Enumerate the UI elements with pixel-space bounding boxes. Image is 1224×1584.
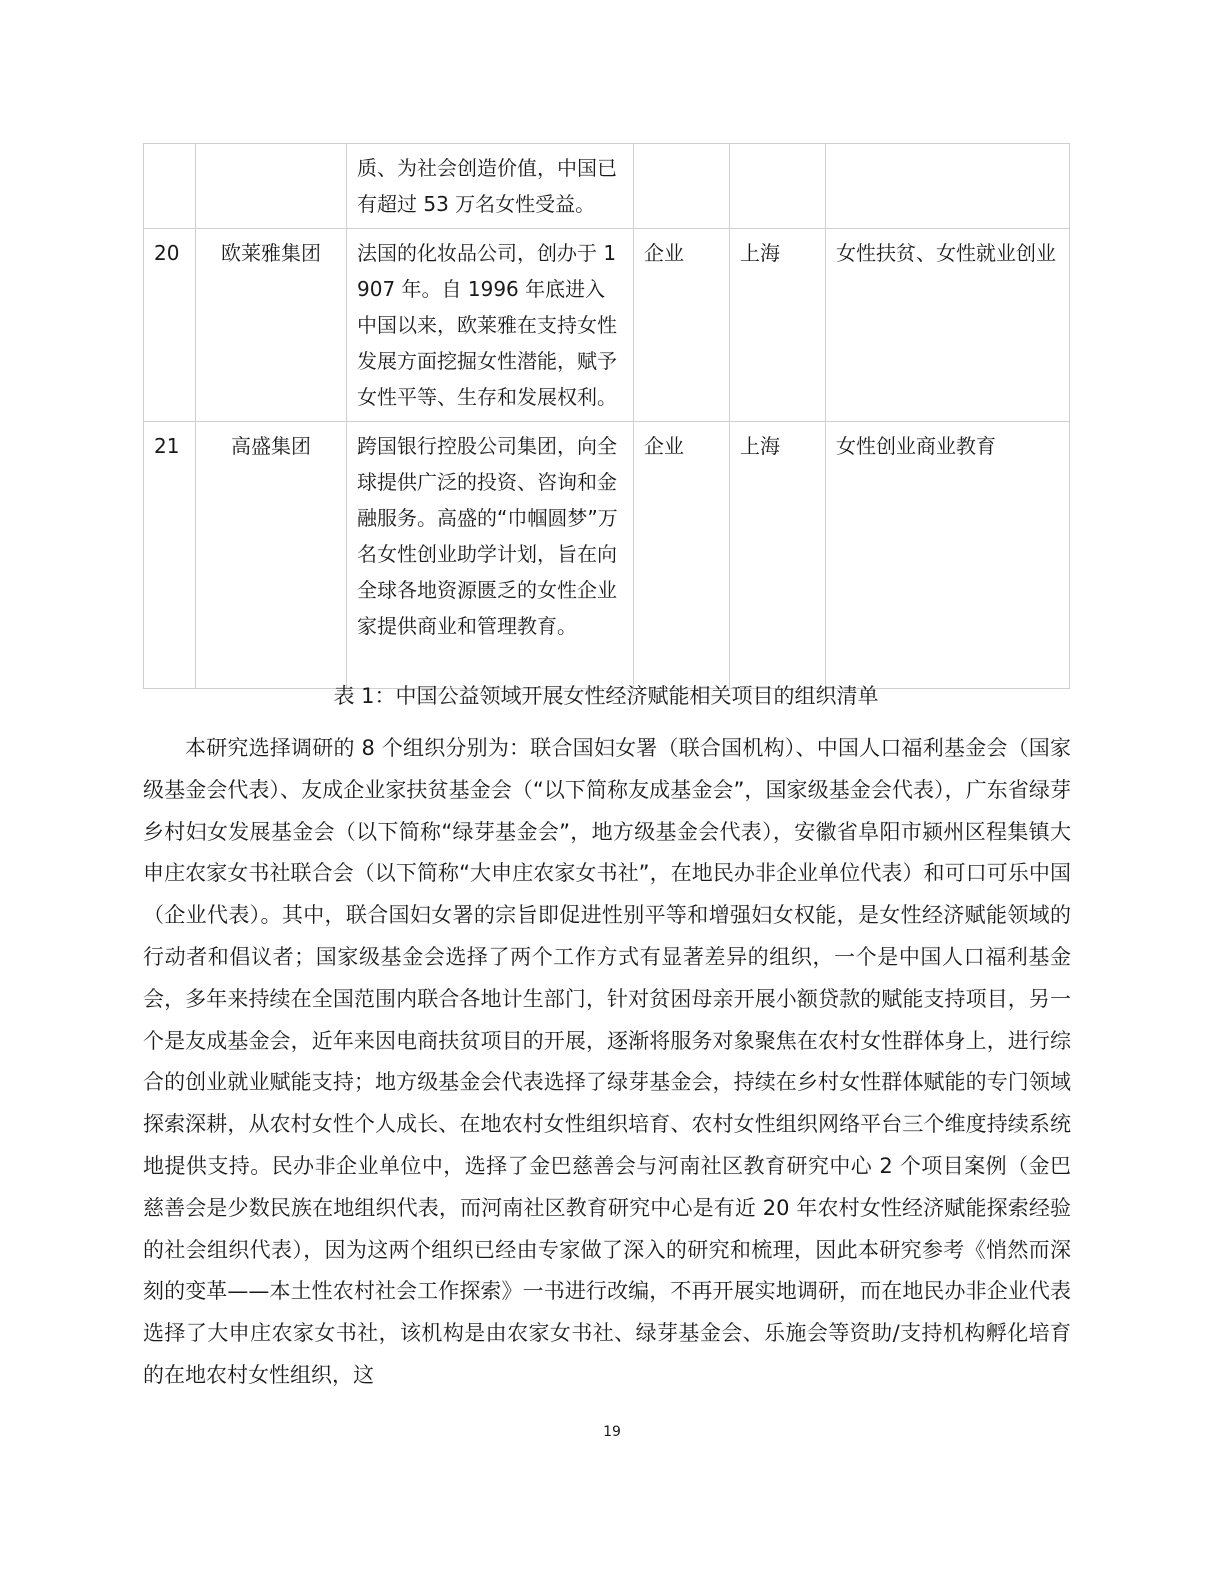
org-field-cell: 女性扶贫、女性就业创业: [826, 229, 1070, 422]
organization-table: [143, 143, 1070, 689]
page-number: 19: [603, 1424, 621, 1440]
org-location-cell: 上海: [730, 229, 826, 422]
table-row: [144, 422, 1070, 689]
row-number-cell: [144, 144, 196, 229]
org-name-cell: 高盛集团: [196, 422, 347, 689]
org-description-cell: 跨国银行控股公司集团，向全球提供广泛的投资、咨询和金融服务。高盛的“巾帼圆梦”万名女性创业助学计划，旨在向全球各地资源匮乏的女性企业家提供商业和管理教育。: [347, 422, 634, 689]
org-description-cell: 质、为社会创造价值，中国已有超过 53 万名女性受益。: [347, 144, 634, 229]
table-row: [144, 229, 1070, 422]
org-location-cell: 上海: [730, 422, 826, 689]
org-name-cell: [196, 144, 347, 229]
body-paragraph: 本研究选择调研的 8 个组织分别为：联合国妇女署（联合国机构）、中国人口福利基金会（国家级基金会代表）、友成企业家扶贫基金会（“以下简称友成基金会”，国家级基金会代表），广东省绿芽乡村妇女发展基金会（以下简称“绿芽基金会”，地方级基金会代表），安徽省阜阳市颍州区程集镇大申庄农家女书社联合会（以下简称“大申庄农家女书社”，在地民办非企业单位代表）和可口可乐中国（企业代表）。其中，联合国妇女署的宗旨即促进性别平等和增强妇女权能，是女性经济赋能领域的行动者和倡议者；国家级基金会选择了两个工作方式有显著差异的组织，一个是中国人口福利基金会，多年来持续在全国范围内联合各地计生部门，针对贫困母亲开展小额贷款的赋能支持项目，另一个是友成基金会，近年来因电商扶贫项目的开展，逐渐将服务对象聚焦在农村女性群体身上，进行综合的创业就业赋能支持；地方级基金会代表选择了绿芽基金会，持续在乡村女性群体赋能的专门领域探索深耕，从农村女性个人成长、在地农村女性组织培育、农村女性组织网络平台三个维度持续系统地提供支持。民办非企业单位中，选择了金巴慈善会与河南社区教育研究中心 2 个项目案例（金巴慈善会是少数民族在地组织代表，而河南社区教育研究中心是有近 20 年农村女性经济赋能探索经验的社会组织代表），因为这两个组织已经由专家做了深入的研究和梳理，因此本研究参考《悄然而深刻的变革——本土性农村社会工作探索》一书进行改编，不再开展实地调研，而在地民办非企业代表选择了大申庄农家女书社，该机构是由农家女书社、绿芽基金会、乐施会等资助/支持机构孵化培育的在地农村女性组织，这: [143, 736, 1071, 1387]
row-number-cell: 20: [144, 229, 196, 422]
table-caption: 表 1：中国公益领域开展女性经济赋能相关项目的组织清单: [333, 684, 879, 708]
row-number-cell: 21: [144, 422, 196, 689]
org-field-cell: 女性创业商业教育: [826, 422, 1070, 689]
org-name-cell: 欧莱雅集团: [196, 229, 347, 422]
org-type-cell: [634, 144, 730, 229]
org-location-cell: [730, 144, 826, 229]
table-row: [144, 144, 1070, 229]
org-type-cell: 企业: [634, 229, 730, 422]
org-description-cell: 法国的化妆品公司，创办于 1907 年。自 1996 年底进入中国以来，欧莱雅在支持女性发展方面挖掘女性潜能，赋予女性平等、生存和发展权利。: [347, 229, 634, 422]
org-field-cell: [826, 144, 1070, 229]
org-type-cell: 企业: [634, 422, 730, 689]
